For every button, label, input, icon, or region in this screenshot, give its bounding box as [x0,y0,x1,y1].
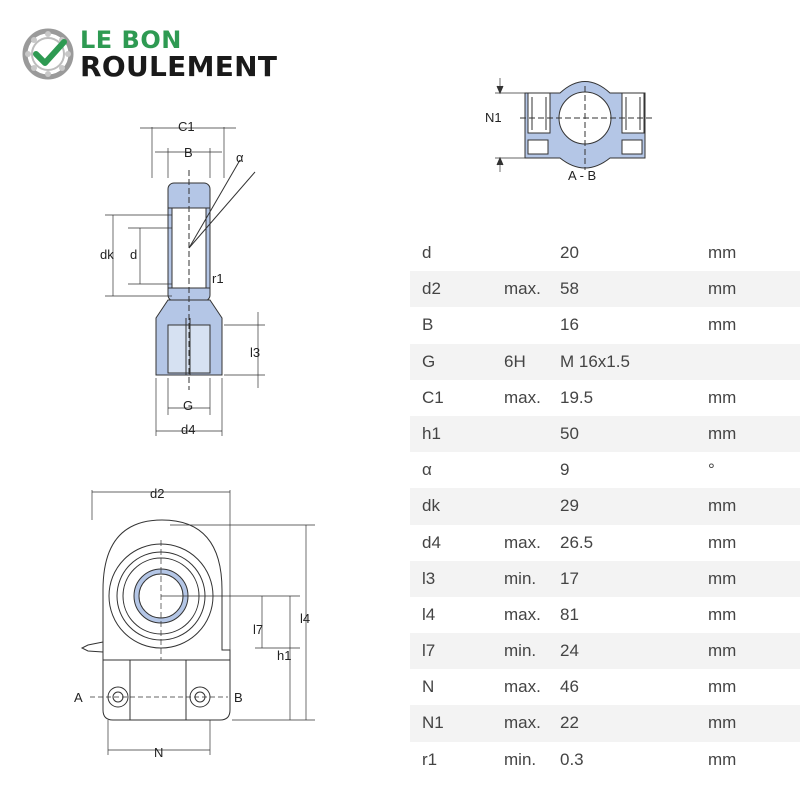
spec-row [410,271,800,307]
label-n: N [154,745,164,760]
spec-value: 29 [560,496,579,516]
spec-value: 50 [560,423,579,443]
spec-qualifier: max. [504,387,541,407]
spec-value: 24 [560,641,579,661]
spec-unit: mm [708,713,737,733]
label-b: B [184,145,193,160]
spec-row [410,561,800,597]
spec-name: G [422,351,436,371]
spec-unit: mm [708,532,737,552]
spec-table [410,235,800,778]
label-l3: l3 [250,345,261,360]
spec-unit: mm [708,677,737,697]
spec-row [410,235,800,271]
spec-row [410,705,800,741]
spec-value: 22 [560,713,579,733]
spec-name: l3 [422,568,436,588]
spec-unit: ° [708,460,715,480]
spec-unit: mm [708,315,737,335]
front-view [82,490,315,755]
spec-name: N1 [422,713,444,733]
label-section-ab: A - B [568,168,597,183]
spec-value: 81 [560,604,579,624]
label-dk: dk [100,247,114,262]
spec-unit: mm [708,387,737,407]
spec-qualifier: min. [504,641,537,661]
spec-row [410,452,800,488]
spec-unit: mm [708,568,737,588]
spec-qualifier: max. [504,279,541,299]
spec-qualifier: max. [504,532,541,552]
spec-name: h1 [422,423,441,443]
spec-name: α [422,460,432,480]
spec-value: 26.5 [560,532,594,552]
spec-name: d [422,243,432,262]
spec-qualifier: max. [504,713,541,733]
label-g: G [183,398,194,413]
spec-row [410,742,800,778]
spec-row [410,669,800,705]
spec-value: 20 [560,243,579,262]
spec-row [410,597,800,633]
label-h1: h1 [277,648,292,663]
spec-row [410,307,800,343]
spec-unit: mm [708,279,737,299]
spec-name: l4 [422,604,436,624]
spec-unit: mm [708,641,737,661]
brand-line1: LE BON [80,26,182,54]
label-d: d [130,247,138,262]
spec-value: 17 [560,568,579,588]
spec-name: C1 [422,387,444,407]
spec-unit: mm [708,496,737,516]
label-d4: d4 [181,422,196,437]
spec-value: 19.5 [560,387,594,407]
section-ab-view [495,78,652,172]
label-alpha: α [236,150,244,165]
spec-name: l7 [422,641,436,661]
spec-row [410,488,800,524]
spec-name: d4 [422,532,441,552]
spec-value: 58 [560,279,579,299]
spec-value: 0.3 [560,749,584,769]
spec-unit: mm [708,243,737,262]
spec-value: 9 [560,460,570,480]
label-n1: N1 [485,110,502,125]
spec-row [410,380,800,416]
spec-qualifier: 6H [504,351,526,371]
spec-unit: mm [708,423,737,443]
spec-name: N [422,677,435,697]
spec-row [410,416,800,452]
spec-value: 16 [560,315,579,335]
spec-name: d2 [422,279,441,299]
spec-unit: mm [708,749,737,769]
label-a: A [74,690,83,705]
spec-value: 46 [560,677,579,697]
label-b-section: B [234,690,243,705]
spec-unit: mm [708,604,737,624]
side-view [105,127,265,436]
spec-name: r1 [422,749,438,769]
spec-name: B [422,315,434,335]
brand-line2: ROULEMENT [80,50,278,83]
label-r1: r1 [212,271,224,286]
label-c1: C1 [178,119,195,134]
spec-qualifier: min. [504,749,537,769]
spec-name: dk [422,496,440,516]
spec-row [410,525,800,561]
spec-qualifier: max. [504,677,541,697]
label-l4: l4 [300,611,311,626]
spec-value: M 16x1.5 [560,351,630,371]
spec-qualifier: min. [504,568,537,588]
label-l7: l7 [253,622,264,637]
spec-row [410,344,800,380]
spec-qualifier: max. [504,604,541,624]
spec-row [410,633,800,669]
label-d2: d2 [150,486,165,501]
